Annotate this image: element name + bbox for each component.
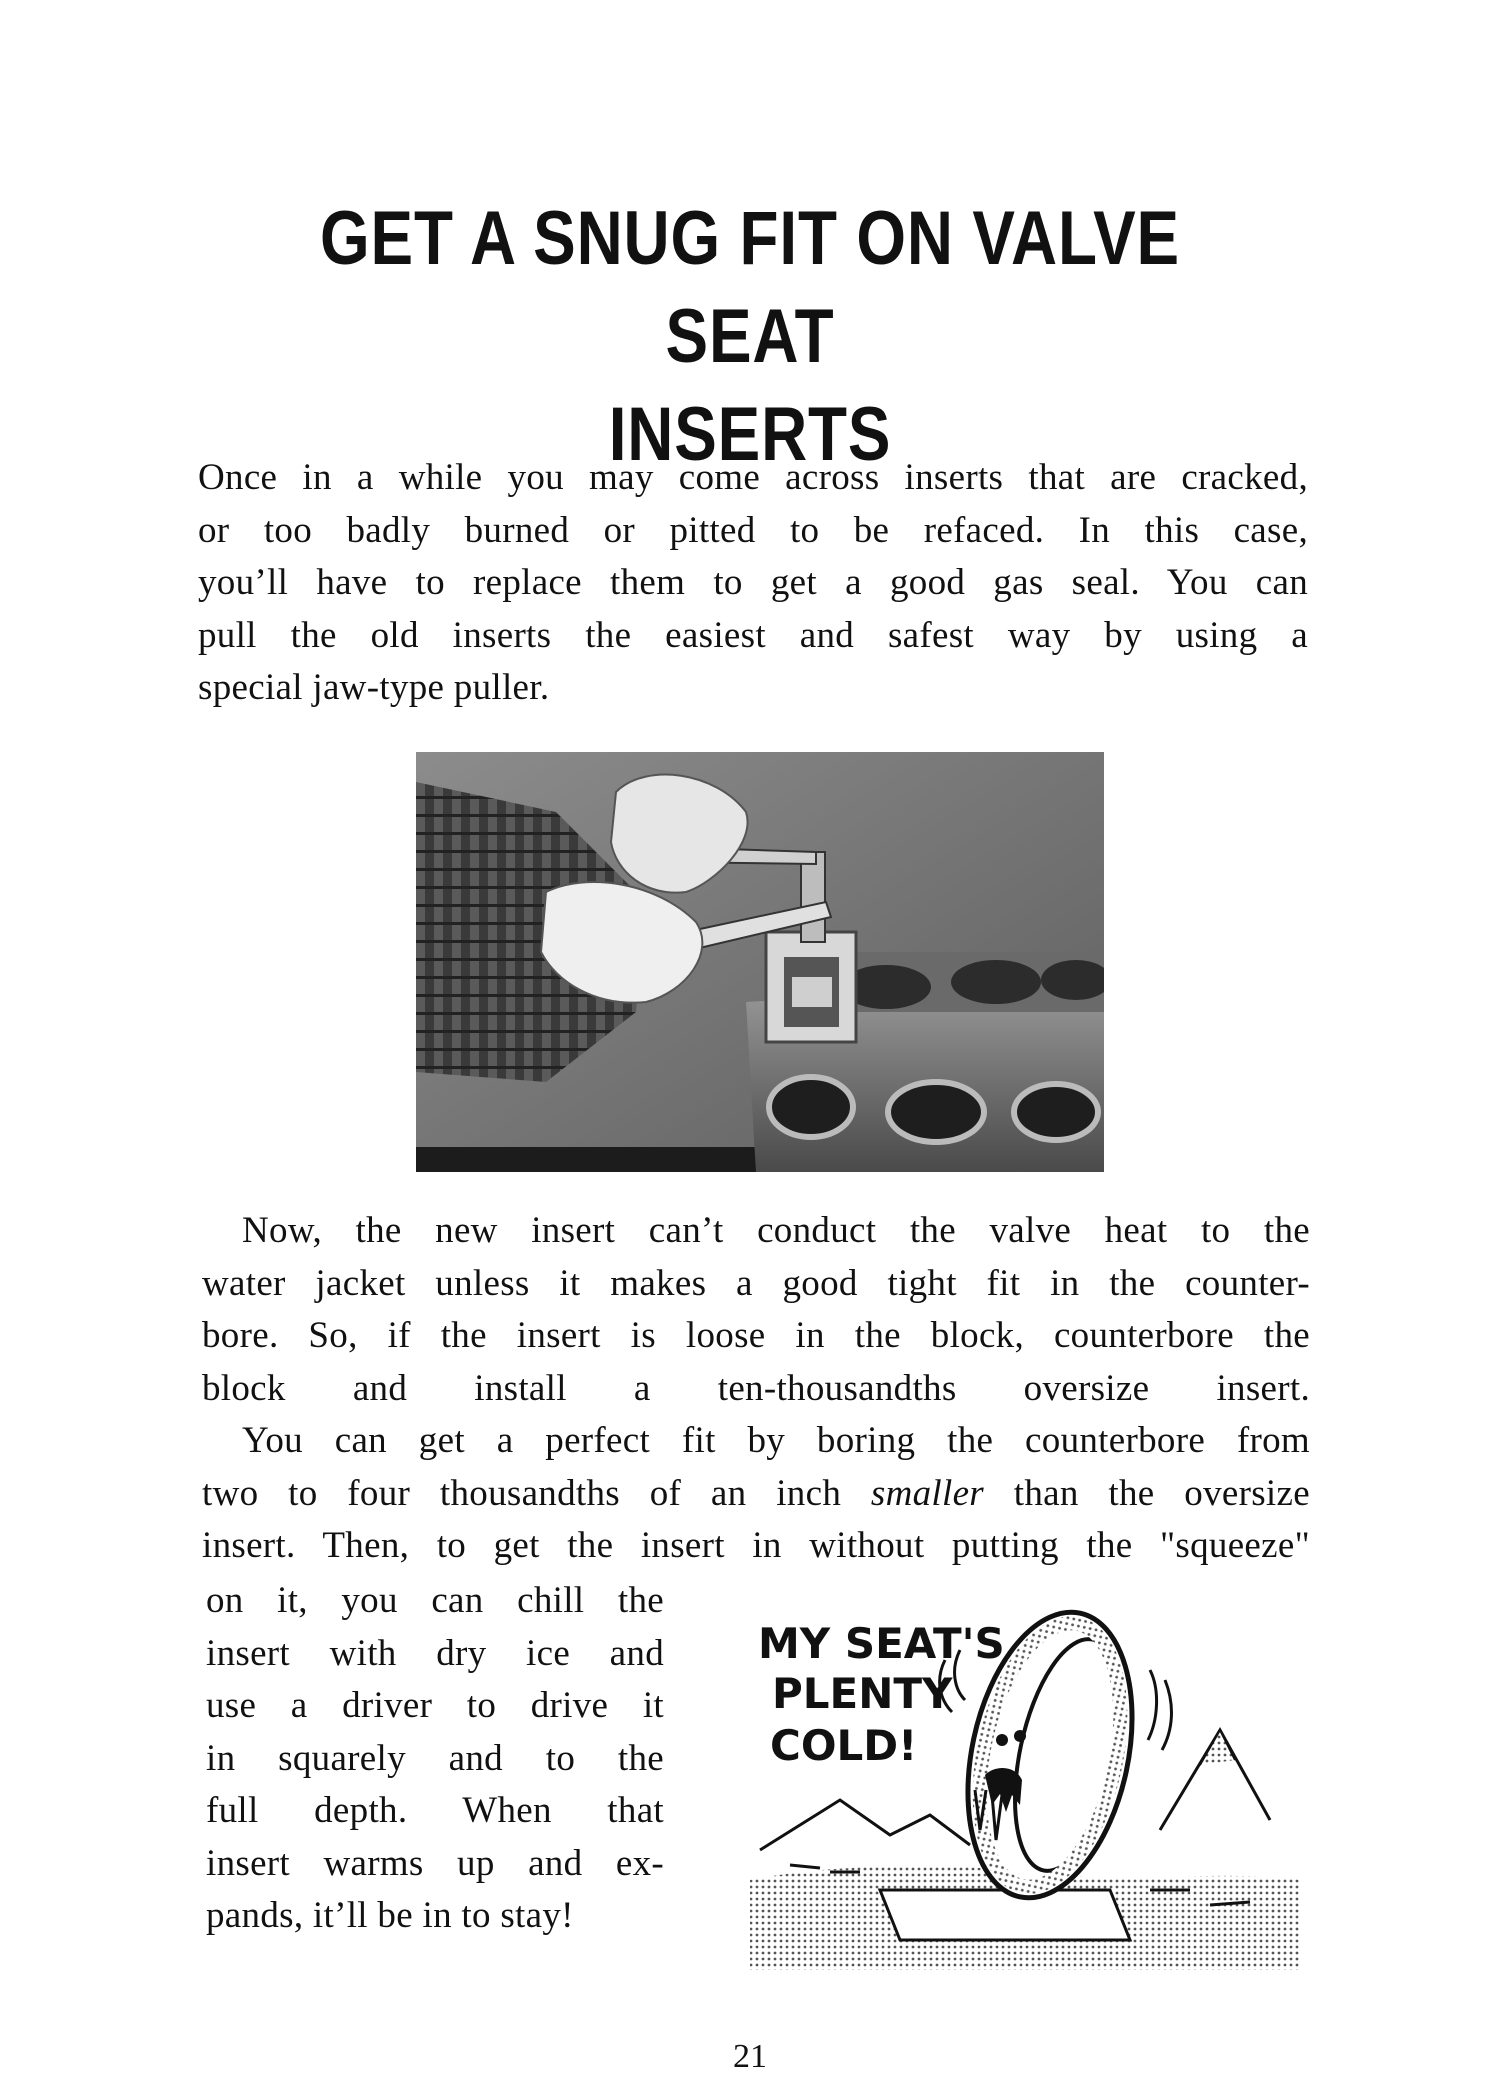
text-line: Once in a while you may come across inserts that are cracked,	[198, 457, 1308, 498]
text-line: or too badly burned or pitted to be refaced. In this case,	[198, 509, 1308, 551]
speech-line-3: COLD!	[770, 1721, 918, 1770]
text-line: on it, you can chill the	[206, 1580, 664, 1621]
speech-line-2: PLENTY	[772, 1669, 953, 1718]
frozen-valve-seat-cartoon	[730, 1590, 1310, 1970]
text-line: insert warms up and ex-	[206, 1842, 664, 1884]
valve-seat-puller-photo	[416, 752, 1104, 1172]
text-line: you’ll have to replace them to get a good gas seal. You can	[198, 562, 1308, 603]
cartoon-illustration	[730, 1590, 1310, 1970]
text-line: block and install a ten-thousandths oversize insert.	[202, 1367, 1310, 1409]
text-line: insert. Then, to get the insert in without putting the "squeeze"	[202, 1525, 1310, 1566]
text-line: bore. So, if the insert is loose in the block, counterbore the	[202, 1315, 1310, 1356]
page-number: 21	[733, 2038, 767, 2075]
text-line: in squarely and to the	[206, 1737, 664, 1779]
title-line-1: GET A SNUG FIT ON VALVE SEAT	[320, 196, 1180, 379]
text-line: water jacket unless it makes a good tight fit in the counter-	[202, 1262, 1310, 1304]
text-line: You can get a perfect fit by boring the counterbore from	[242, 1420, 1310, 1461]
text-line: insert with dry ice and	[206, 1632, 664, 1674]
text-line	[202, 1468, 1310, 1521]
text-line: pull the old inserts the easiest and safest way by using a	[198, 614, 1308, 656]
puller-photo-illustration	[416, 752, 1104, 1172]
text-line: full depth. When that	[206, 1790, 664, 1831]
text-segment: two to four thousandths of an inch	[202, 1472, 842, 1514]
text-line: special jaw-type puller.	[198, 667, 550, 708]
title-line-2: INSERTS	[608, 392, 892, 477]
page-title	[246, 190, 1254, 484]
text-segment: than the oversize	[1013, 1472, 1310, 1514]
text-line: pands, it’ll be in to stay!	[206, 1895, 574, 1936]
intro-paragraph	[198, 452, 1308, 715]
emphasis-smaller: smaller	[870, 1472, 984, 1514]
speech-line-1: MY SEAT'S	[758, 1619, 1005, 1668]
chill-insert-paragraph	[206, 1575, 664, 1943]
text-line: Now, the new insert can’t conduct the valve heat to the	[242, 1210, 1310, 1251]
insert-fit-paragraph	[202, 1205, 1310, 1573]
text-line: use a driver to drive it	[206, 1685, 664, 1726]
